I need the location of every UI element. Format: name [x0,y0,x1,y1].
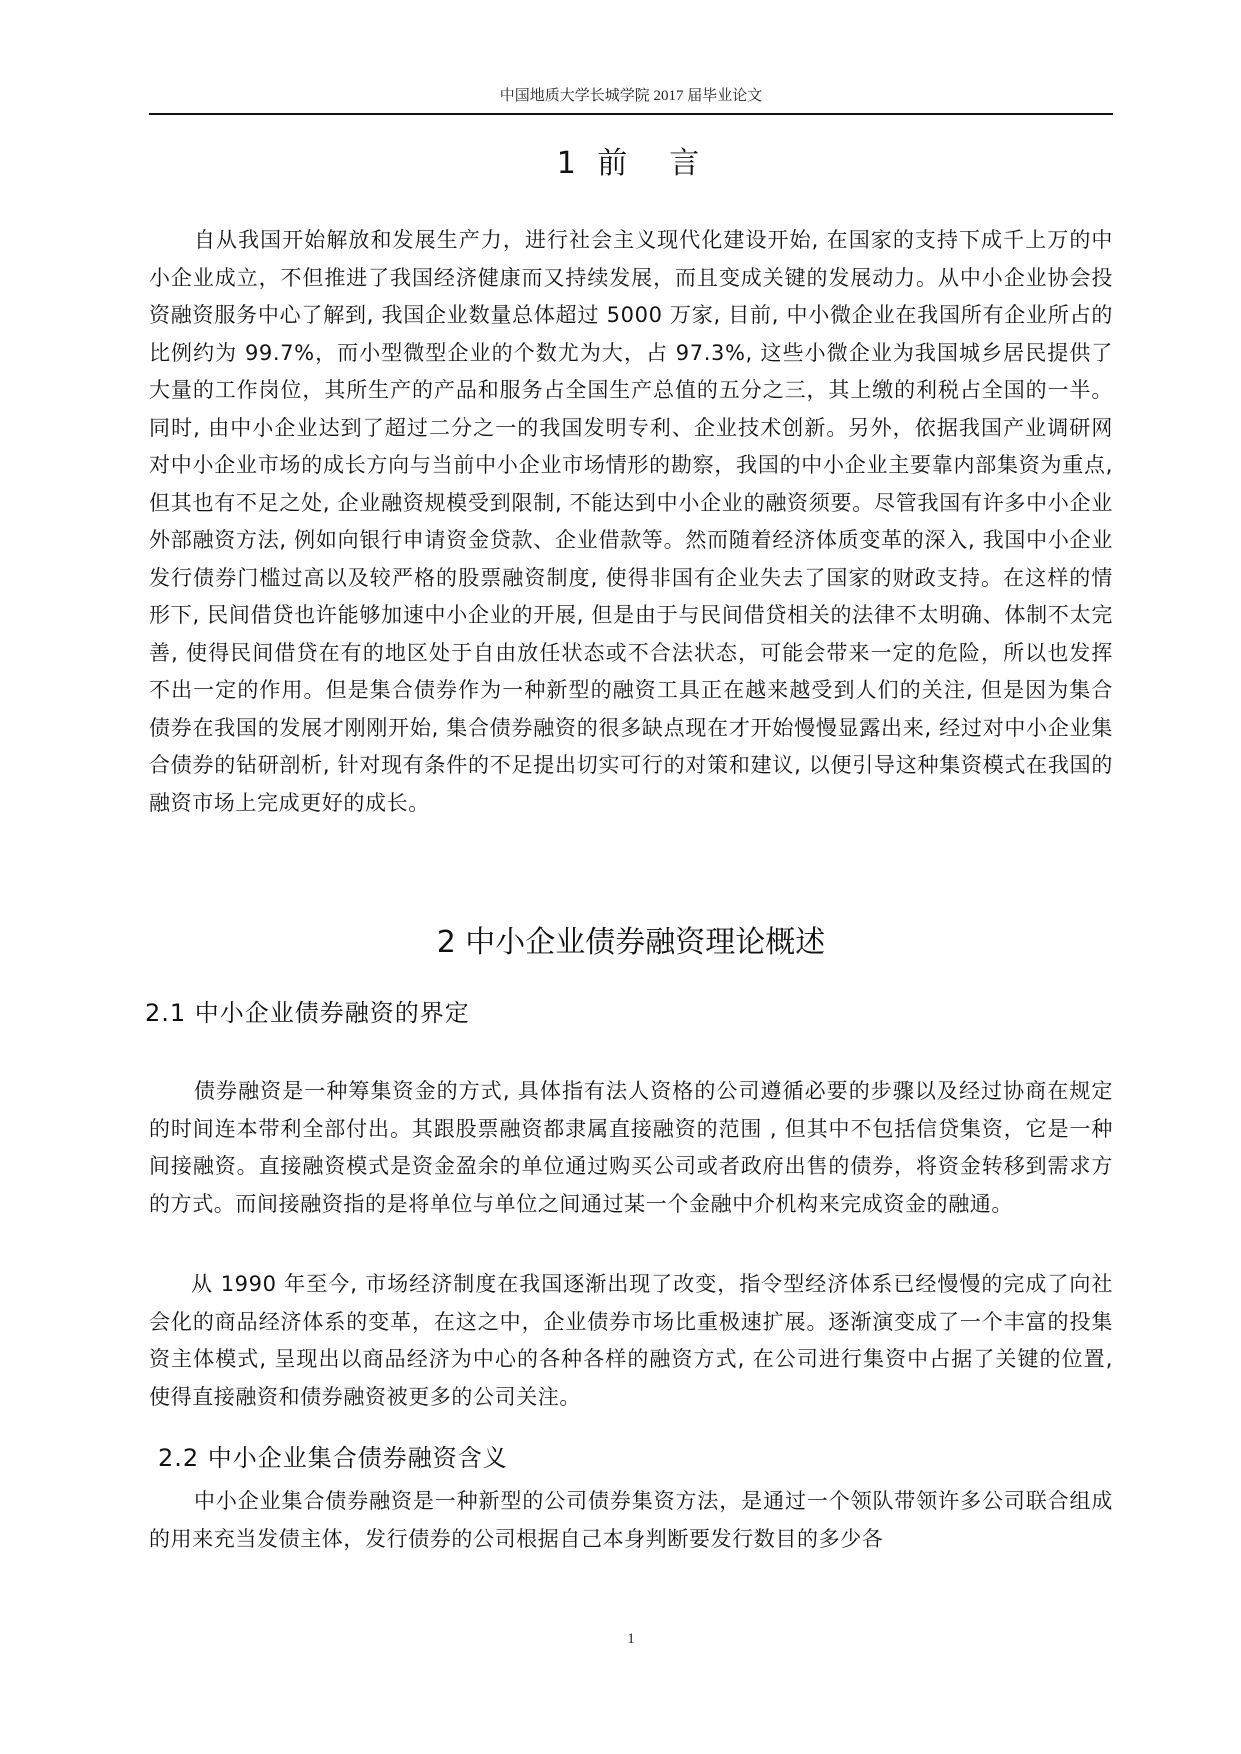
chapter-2-heading: 2 中小企业债券融资理论概述 [436,925,826,960]
body-paragraph: 中小企业集合债券融资是一种新型的公司债券集资方法，是通过一个领队带领许多公司联合组成的用来充当发债主体，发行债券的公司根据自己本身判断要发行数目的多少各 [149,1489,1113,1551]
header-rule [149,113,1113,115]
body-paragraph: 债券融资是一种筹集资金的方式, 具体指有法人资格的公司遵循必要的步骤以及经过协商在规定的时间连本带利全部付出。其跟股票融资都隶属直接融资的范围 , 但其中不包括信贷集资，它是一种间接融资。直接融资模式是资金盈余的单位通过购买公司或者政府出售的债券，将资金转移到需求方的方式。而间接融资指的是将单位与单位之间通过某一个金融中介机构来完成资金的融通。 [149,1079,1113,1216]
chapter-1-heading: 1 前 言 [556,146,706,181]
running-header: 中国地质大学长城学院 2017 届毕业论文 [499,88,763,104]
body-paragraph: 从 1990 年至今, 市场经济制度在我国逐渐出现了改变，指令型经济体系已经慢慢的完成了向社会化的商品经济体系的变革，在这之中，企业债券市场比重极速扩展。逐渐演变成了一个丰富的投集资主体模式, 呈现出以商品经济为中心的各种各样的融资方式, 在公司进行集资中占据了关键的位置, 使得直接融资和债券融资被更多的公司关注。 [149,1272,1113,1409]
body-paragraph: 自从我国开始解放和发展生产力，进行社会主义现代化建设开始, 在国家的支持下成千上万的中小企业成立，不但推进了我国经济健康而又持续发展，而且变成关键的发展动力。从中小企业协会投资融资服务中心了解到, 我国企业数量总体超过 5000 万家, 目前, 中小微企业在我国所有企业所占的 比例约为 99.7%，而小型微型企业的个数尤为大，占 97.3%, 这些小微企业为我国城乡居民提供了大量的工作岗位，其所生产的产品和服务占全国生产总值的五分之三，其上缴的利税占全国的一半。同时, 由中小企业达到了超过二分之一的我国发明专利、企业技术创新。另外，依据我国产业调研网对中小企业市场的成长方向与当前中小企业市场情形的勘察，我国的中小企业主要靠内部集资为重点, 但其也有不足之处, 企业融资规模受到限制, 不能达到中小企业的融资须要。尽管我国有许多中小企业外部融资方法, 例如向银行申请资金贷款、企业借款等。然而随着经济体质变革的深入, 我国中小企业发行债券门槛过高以及较严格的股票融资制度, 使得非国有企业失去了国家的财政支持。在这样的情形下, 民间借贷也许能够加速中小企业的开展, 但是由于与民间借贷相关的法律不太明确、体制不太完善, 使得民间借贷在有的地区处于自由放任状态或不合法状态，可能会带来一定的危险，所以也发挥不出一定的作用。但是集合债券作为一种新型的融资工具正在越来越受到人们的关注, 但是因为集合债券在我国的发展才刚刚开始, 集合债券融资的很多缺点现在才开始慢慢显露出来, 经过对中小企业集合债券的钻研剖析, 针对现有条件的不足提出切实可行的对策和建议, 以便引导这种集资模式在我国的融资市场上完成更好的成长。 [149,228,1135,815]
section-2-1-heading: 2.1 中小企业债券融资的界定 [145,999,470,1027]
section-2-2-heading: 2.2 中小企业集合债券融资含义 [158,1444,508,1472]
page-number: 1 [627,1631,635,1647]
